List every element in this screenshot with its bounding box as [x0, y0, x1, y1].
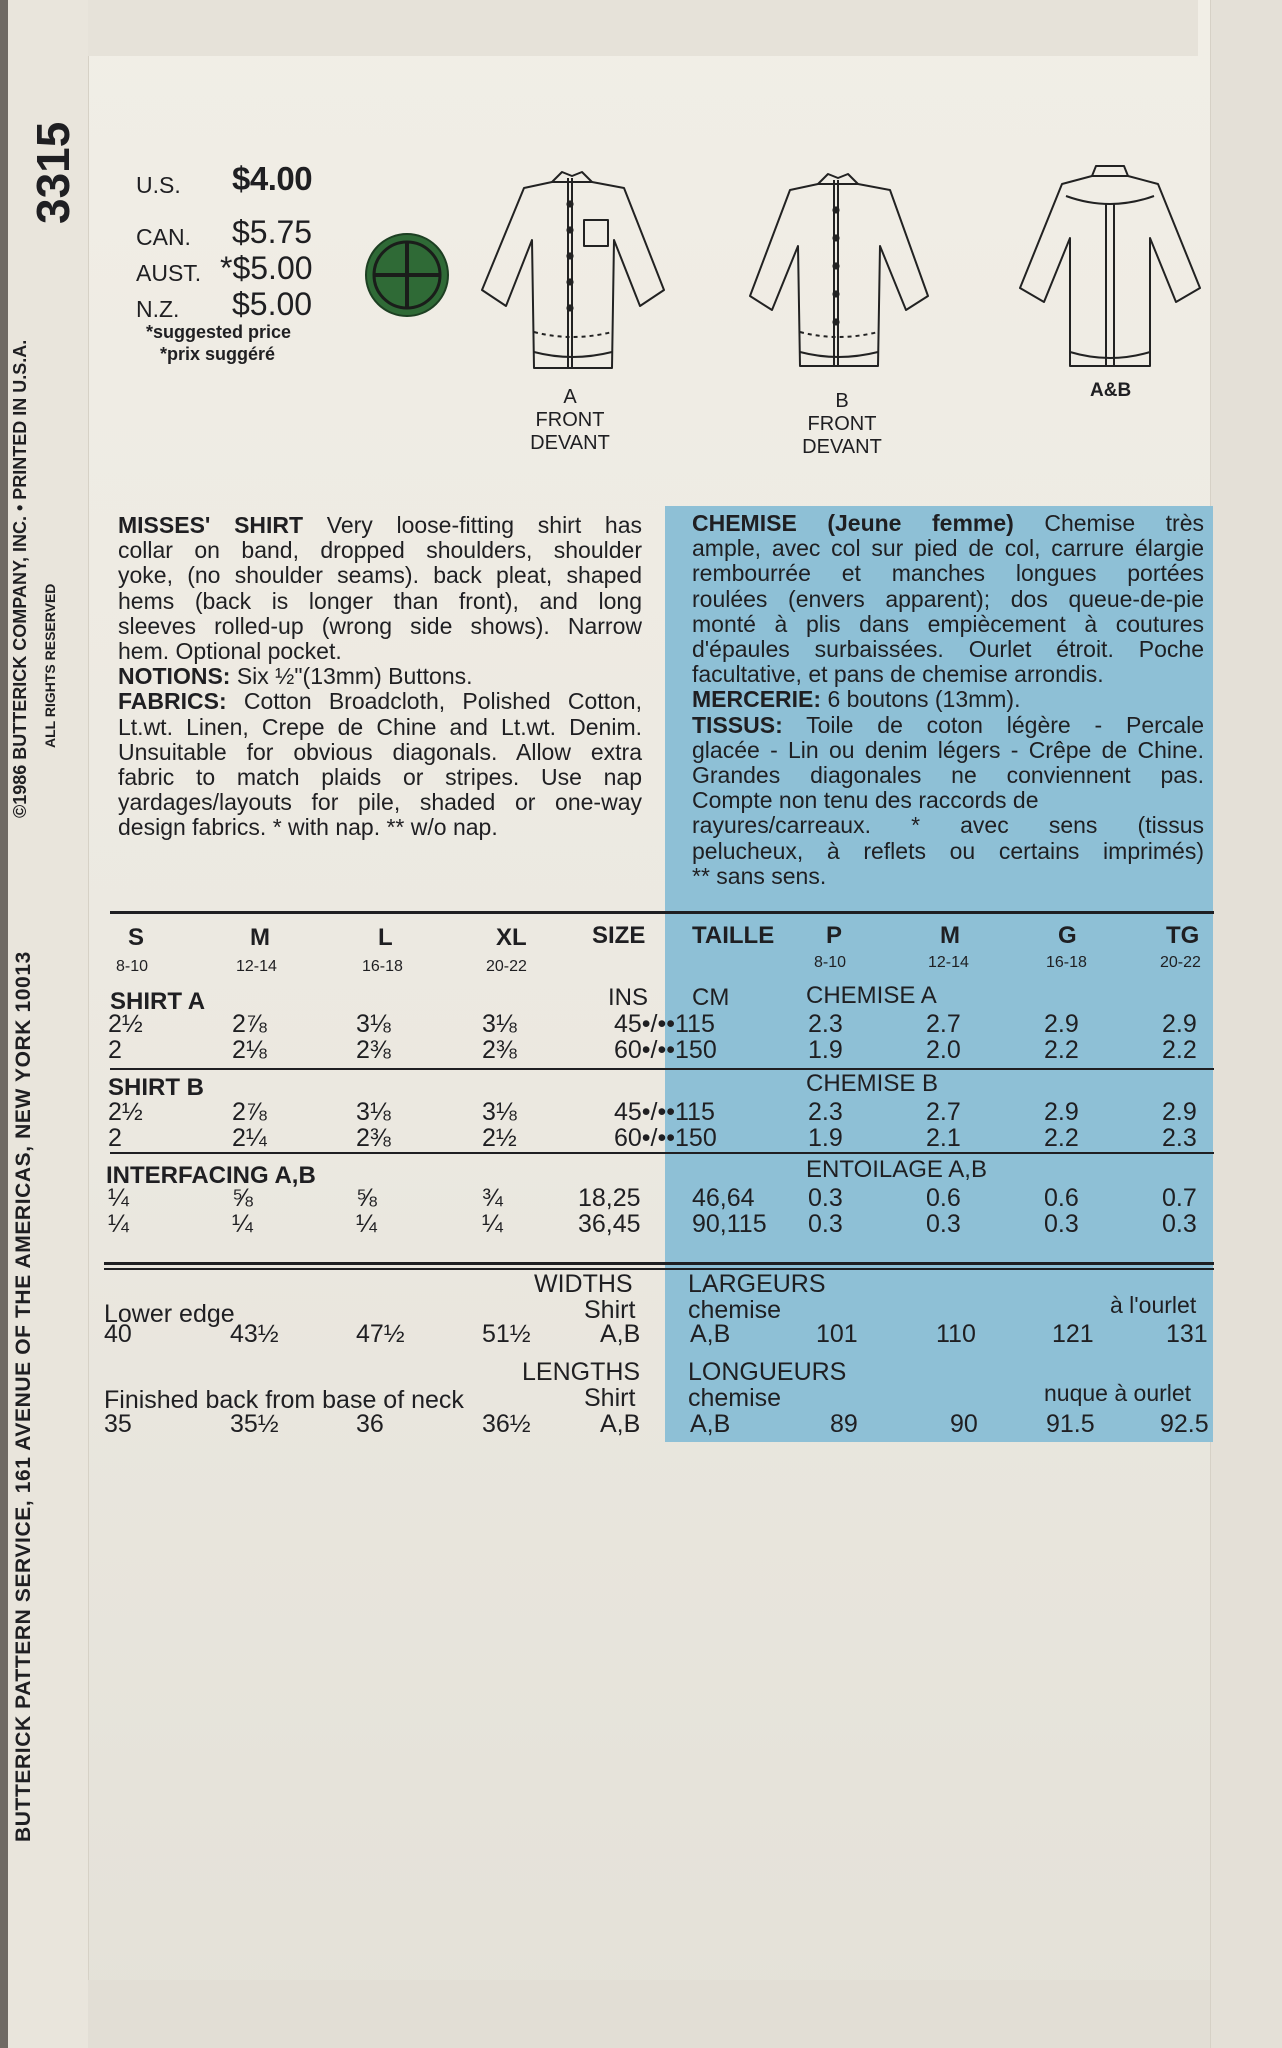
- metrage-value: 0.3: [808, 1184, 843, 1212]
- yardage-value: ⅝: [232, 1184, 253, 1212]
- yardage-value: 2½: [108, 1098, 143, 1126]
- yardage-value: ¼: [108, 1210, 129, 1238]
- yardage-value: ¼: [108, 1184, 129, 1212]
- table-rule: [110, 1068, 1214, 1070]
- interfacing-width-ins: 18,25: [578, 1184, 641, 1212]
- interfacing-width-cm: 90,115: [692, 1210, 767, 1238]
- fabric-width: 45•/••115: [614, 1010, 715, 1038]
- desc-line: ample, avec col sur pied de col, carrure élargie: [692, 535, 1204, 562]
- desc-line: roulées (envers apparent); dos queue-de-pie: [692, 585, 1204, 612]
- yardage-value: 2⅞: [232, 1098, 267, 1126]
- yardage-value: 2: [108, 1124, 122, 1152]
- length-value-fr: 91.5: [1046, 1410, 1095, 1438]
- metrage-value: 0.3: [1162, 1210, 1197, 1238]
- desc-line: rembourrée et manches longues portées: [692, 560, 1204, 587]
- price-amount: $5.00: [232, 286, 313, 322]
- length-value: 35½: [230, 1410, 279, 1438]
- lengths-label-fr: chemise: [688, 1384, 782, 1412]
- ins-header: INS: [608, 984, 649, 1011]
- section-title: INTERFACING A,B: [106, 1162, 316, 1189]
- widths-label: Lower edge: [104, 1300, 235, 1328]
- cm-header: CM: [692, 984, 730, 1011]
- lengths-label: Finished back from base of neck: [104, 1386, 464, 1414]
- metrage-value: 2.2: [1162, 1036, 1197, 1064]
- fabric-width: 60•/••150: [614, 1036, 717, 1064]
- widths-heading: WIDTHS: [534, 1270, 633, 1298]
- width-value: 51½: [482, 1320, 531, 1348]
- price-note: *prix suggéré: [160, 344, 276, 364]
- desc-line: fabric to match plaids or stripes. Use nap: [118, 764, 642, 791]
- metrage-value: 2.9: [1162, 1098, 1197, 1126]
- desc-line: hem. Optional pocket.: [118, 638, 342, 665]
- taille-label: TG: [1166, 922, 1200, 949]
- width-value: 40: [104, 1320, 132, 1348]
- desc-line: rayures/carreaux. * avec sens (tissus: [692, 812, 1204, 839]
- taille-label: P: [826, 922, 843, 949]
- desc-line: FABRICS: Cotton Broadcloth, Polished Cotton,: [118, 688, 642, 715]
- length-value-fr: 92.5: [1160, 1410, 1209, 1438]
- yardage-value: ¼: [482, 1210, 503, 1238]
- metrage-value: 1.9: [808, 1124, 843, 1152]
- width-value-fr: 110: [936, 1320, 976, 1348]
- taille-range: 16-18: [1046, 954, 1087, 971]
- yardage-value: 3⅛: [482, 1098, 517, 1126]
- interfacing-width-ins: 36,45: [578, 1210, 641, 1238]
- yardage-value: 2: [108, 1036, 122, 1064]
- lengths-heading: LENGTHS: [522, 1358, 641, 1386]
- desc-line: ** sans sens.: [692, 862, 827, 889]
- shirt-b-front-illustration: [746, 166, 936, 376]
- metrage-value: 2.0: [926, 1036, 961, 1064]
- price-amount: $4.00: [232, 160, 313, 197]
- metrage-value: 2.3: [808, 1098, 843, 1126]
- yardage-value: 2¼: [232, 1124, 267, 1152]
- taille-range: 12-14: [928, 954, 969, 971]
- size-label: XL: [496, 924, 527, 951]
- fabric-width: 45•/••115: [614, 1098, 715, 1126]
- price-country: U.S.: [136, 172, 181, 198]
- metrage-value: 2.3: [808, 1010, 843, 1038]
- size-range: 16-18: [362, 958, 403, 975]
- desc-line: sleeves rolled-up (wrong side shows). Narrow: [118, 612, 642, 639]
- length-value: 36½: [482, 1410, 531, 1438]
- shirt-a-front-illustration: [480, 164, 670, 376]
- price-note: *suggested price: [146, 322, 292, 342]
- desc-line: Compte non tenu des raccords de: [692, 787, 1039, 814]
- yardage-value: 2½: [108, 1010, 143, 1038]
- view-letter: B: [835, 390, 849, 412]
- french-description-text: [692, 511, 1204, 889]
- desc-line: facultative, et pans de chemise arrondis.: [692, 661, 1104, 688]
- metrage-value: 0.7: [1162, 1184, 1197, 1212]
- yardage-value: 2½: [482, 1124, 517, 1152]
- yardage-value: 2⅜: [356, 1036, 391, 1064]
- desc-line: hems (back is longer than front), and long: [118, 587, 642, 614]
- yardage-value: ¾: [482, 1184, 503, 1212]
- table-top-rule: [110, 911, 1214, 914]
- lengths-ab: A,B: [600, 1410, 641, 1438]
- yardage-value: 3⅛: [356, 1010, 391, 1038]
- section-title: SHIRT A: [110, 988, 206, 1015]
- metrage-value: 2.7: [926, 1010, 961, 1038]
- section-title-fr: CHEMISE A: [806, 982, 937, 1009]
- view-devant-label: DEVANT: [530, 432, 610, 454]
- metrage-value: 0.3: [926, 1210, 961, 1238]
- metrage-value: 2.7: [926, 1098, 961, 1126]
- publisher-line: BUTTERICK PATTERN SERVICE, 161 AVENUE OF THE AMERICAS, NEW YORK 10013: [12, 951, 35, 1842]
- section-title: SHIRT B: [108, 1074, 204, 1101]
- price-amount: $5.75: [232, 214, 313, 250]
- size-range: 8-10: [116, 958, 149, 975]
- yardage-value: 3⅛: [356, 1098, 391, 1126]
- view-label-a: [530, 386, 610, 455]
- width-value-fr: 101: [816, 1320, 858, 1348]
- widths-note-fr: à l'ourlet: [1110, 1292, 1197, 1318]
- size-label: S: [128, 924, 145, 951]
- desc-line: NOTIONS: Six ½"(13mm) Buttons.: [118, 663, 473, 690]
- size-label: L: [378, 924, 393, 951]
- taille-header: TAILLE: [692, 922, 775, 949]
- metrage-value: 2.1: [926, 1124, 961, 1152]
- size-header: SIZE: [592, 922, 646, 949]
- yardage-value: 3⅛: [482, 1010, 517, 1038]
- desc-line: monté à plis dans empiècement à coutures: [692, 610, 1204, 637]
- table-rule: [104, 1262, 1214, 1265]
- width-value-fr: 131: [1166, 1320, 1208, 1348]
- section-title-fr: ENTOILAGE A,B: [806, 1156, 987, 1183]
- lengths-shirt: Shirt: [584, 1384, 636, 1412]
- interfacing-width-cm: 46,64: [692, 1184, 755, 1212]
- desc-line: yardages/layouts for pile, shaded or one-way: [118, 789, 642, 816]
- taille-label: G: [1058, 922, 1077, 949]
- desc-line: MISSES' SHIRT Very loose-fitting shirt has: [118, 512, 642, 538]
- section-title-fr: CHEMISE B: [806, 1070, 939, 1097]
- price-country: AUST.: [136, 260, 202, 286]
- view-devant-label: DEVANT: [802, 436, 882, 458]
- right-flap: [1210, 0, 1282, 2048]
- yardage-value: ⅝: [356, 1184, 377, 1212]
- width-value: 47½: [356, 1320, 405, 1348]
- length-value-fr: 90: [950, 1410, 978, 1438]
- desc-line: design fabrics. * with nap. ** w/o nap.: [118, 814, 498, 841]
- lengths-ab-fr: A,B: [690, 1410, 731, 1438]
- price-amount: *$5.00: [220, 250, 313, 286]
- desc-line: Grandes diagonales ne conviennent pas.: [692, 762, 1204, 789]
- length-value: 35: [104, 1410, 132, 1438]
- desc-line: pelucheux, à reflets ou certains imprimés): [692, 837, 1204, 864]
- size-range: 12-14: [236, 958, 277, 975]
- desc-line: yoke, (no shoulder seams). back pleat, shaped: [118, 562, 642, 589]
- shirt-back-illustration: [1016, 162, 1206, 374]
- fabric-width: 60•/••150: [614, 1124, 717, 1152]
- size-range: 20-22: [486, 958, 527, 975]
- yardage-value: 2⅜: [482, 1036, 517, 1064]
- bottom-fold: [88, 1980, 1210, 2048]
- metrage-value: 2.9: [1044, 1098, 1079, 1126]
- view-letter: A: [563, 386, 577, 408]
- metrage-value: 2.2: [1044, 1124, 1079, 1152]
- metrage-value: 2.9: [1162, 1010, 1197, 1038]
- yardage-value: 2⅜: [356, 1124, 391, 1152]
- desc-line: TISSUS: Toile de coton légère - Percale: [692, 711, 1204, 738]
- desc-line: Lt.wt. Linen, Crepe de Chine and Lt.wt. Denim.: [118, 713, 642, 740]
- top-flap: [88, 0, 1198, 56]
- lengths-note-fr: nuque à ourlet: [1044, 1380, 1192, 1406]
- yardage-value: 2⅛: [232, 1036, 267, 1064]
- widths-heading-fr: LARGEURS: [688, 1270, 826, 1298]
- widths-ab: A,B: [600, 1320, 641, 1348]
- desc-line: glacée - Lin ou denim légers - Crêpe de Chine.: [692, 736, 1204, 763]
- metrage-value: 2.9: [1044, 1010, 1079, 1038]
- desc-line: d'épaules surbaissées. Ourlet étroit. Poche: [692, 636, 1204, 663]
- view-front-label: FRONT: [807, 413, 877, 435]
- table-rule: [104, 1268, 1214, 1270]
- metrage-value: 0.3: [1044, 1210, 1079, 1238]
- yardage-value: 2⅞: [232, 1010, 267, 1038]
- size-label: M: [250, 924, 270, 951]
- view-label-ab: A&B: [1090, 380, 1132, 401]
- lengths-heading-fr: LONGUEURS: [688, 1358, 847, 1386]
- copyright-line: ©1986 BUTTERICK COMPANY, INC. • PRINTED IN U.S.A.: [10, 339, 30, 818]
- widths-shirt: Shirt: [584, 1296, 636, 1324]
- metrage-value: 0.6: [1044, 1184, 1079, 1212]
- widths-label-fr: chemise: [688, 1296, 782, 1324]
- taille-range: 20-22: [1160, 954, 1201, 971]
- metrage-value: 0.6: [926, 1184, 961, 1212]
- widths-ab-fr: A,B: [690, 1320, 731, 1348]
- desc-line: collar on band, dropped shoulders, shoulder: [118, 537, 642, 564]
- taille-range: 8-10: [814, 954, 847, 971]
- price-country: CAN.: [136, 224, 191, 250]
- yardage-value: ¼: [232, 1210, 253, 1238]
- metrage-value: 2.3: [1162, 1124, 1197, 1152]
- yardage-value: ¼: [356, 1210, 377, 1238]
- width-value: 43½: [230, 1320, 279, 1348]
- pattern-number: 3315: [27, 121, 79, 224]
- view-front-label: FRONT: [535, 409, 605, 431]
- desc-line: CHEMISE (Jeune femme) Chemise très: [692, 510, 1204, 536]
- butterick-logo-icon: [364, 232, 450, 318]
- metrage-value: 1.9: [808, 1036, 843, 1064]
- desc-line: Unsuitable for obvious diagonals. Allow extra: [118, 738, 642, 765]
- view-label-b: [802, 390, 882, 459]
- metrage-value: 0.3: [808, 1210, 843, 1238]
- length-value: 36: [356, 1410, 384, 1438]
- english-description-text: [118, 513, 642, 841]
- rights-line: ALL RIGHTS RESERVED: [42, 583, 58, 748]
- metrage-value: 2.2: [1044, 1036, 1079, 1064]
- width-value-fr: 121: [1052, 1320, 1094, 1348]
- price-country: N.Z.: [136, 296, 180, 322]
- desc-line: MERCERIE: 6 boutons (13mm).: [692, 686, 1021, 713]
- length-value-fr: 89: [830, 1410, 858, 1438]
- taille-label: M: [940, 922, 960, 949]
